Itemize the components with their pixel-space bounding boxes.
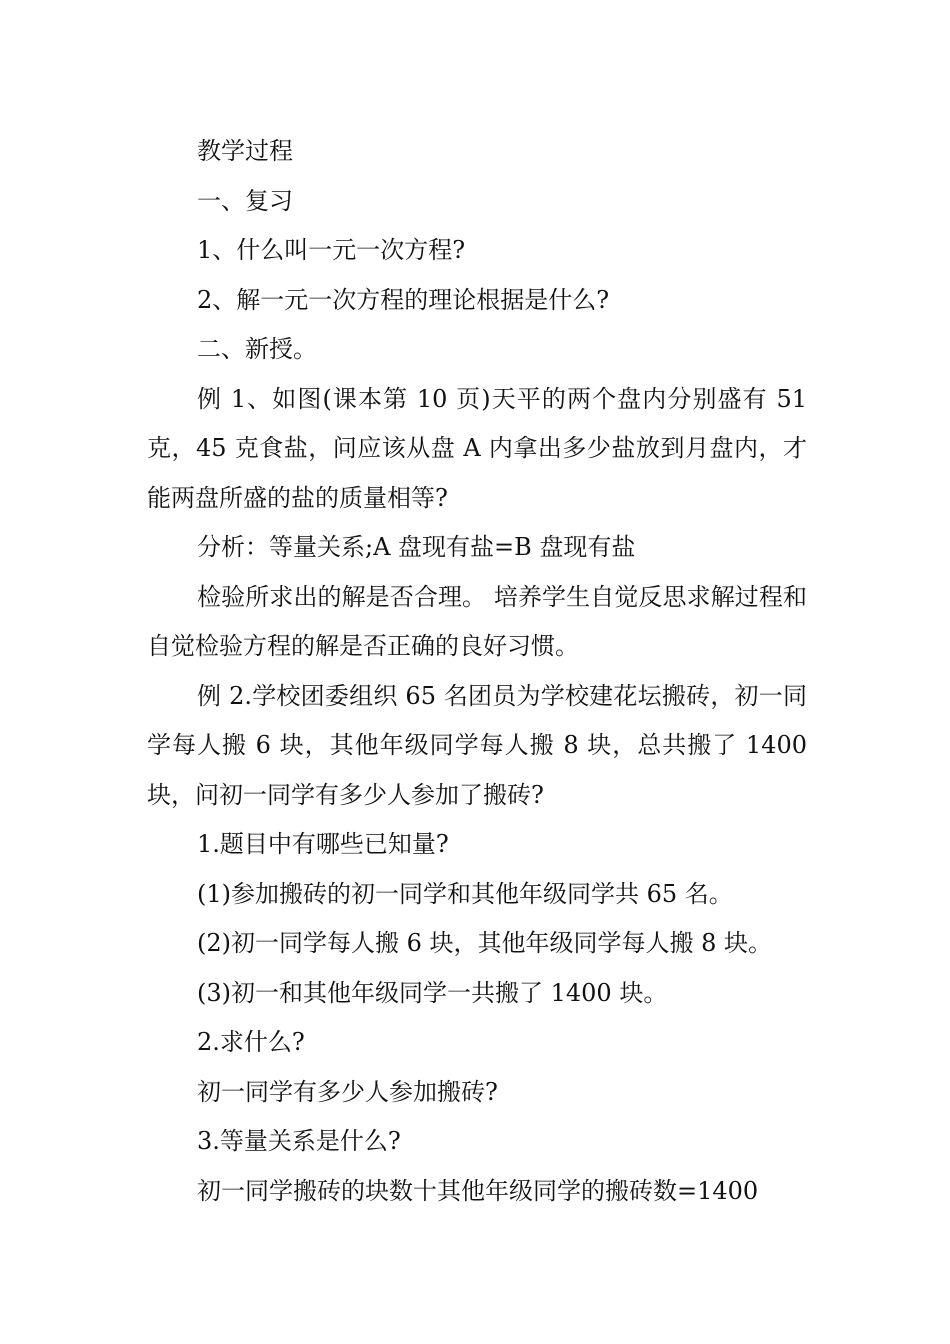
example-1-text: 例 1、如图(课本第 10 页)天平的两个盘内分别盛有 51 克，45 克食盐，问应该从盘 A 内拿出多少盐放到月盘内，才能两盘所盛的盐的质量相等? <box>147 384 815 512</box>
known-quantity-3: (3)初一和其他年级同学一共搬了 1400 块。 <box>197 978 668 1007</box>
example-1-analysis: 分析：等量关系;A 盘现有盐=B 盘现有盐 <box>197 533 636 561</box>
document-body <box>147 127 815 1216</box>
answer-equal-relation: 初一同学搬砖的块数十其他年级同学的搬砖数=1400 <box>197 1176 759 1205</box>
section-heading-teaching-process: 教学过程 <box>197 137 293 165</box>
known-quantity-1: (1)参加搬砖的初一同学和其他年级同学共 65 名。 <box>197 879 733 908</box>
question-equal-relation: 3.等量关系是什么? <box>197 1127 401 1155</box>
example-2-text: 例 2.学校团委组织 65 名团员为学校建花坛搬砖，初一同学每人搬 6 块，其他年级同学每人搬 8 块，总共搬了 1400 块，问初一同学有多少人参加了搬砖? <box>147 681 815 809</box>
question-what-to-find: 2.求什么? <box>197 1028 305 1056</box>
known-quantity-2: (2)初一同学每人搬 6 块，其他年级同学每人搬 8 块。 <box>197 929 773 957</box>
section-heading-review: 一、复习 <box>197 186 293 215</box>
example-1-check: 检验所求出的解是否合理。 培养学生自觉反思求解过程和自觉检验方程的解是否正确的良好习惯。 <box>147 582 807 660</box>
review-question-1: 1、什么叫一元一次方程? <box>197 236 466 264</box>
review-question-2: 2、解一元一次方程的理论根据是什么? <box>197 285 610 314</box>
section-heading-new-lesson: 二、新授。 <box>197 335 317 363</box>
question-known-quantities: 1.题目中有哪些已知量? <box>197 830 449 858</box>
answer-what-to-find: 初一同学有多少人参加搬砖? <box>197 1077 498 1106</box>
